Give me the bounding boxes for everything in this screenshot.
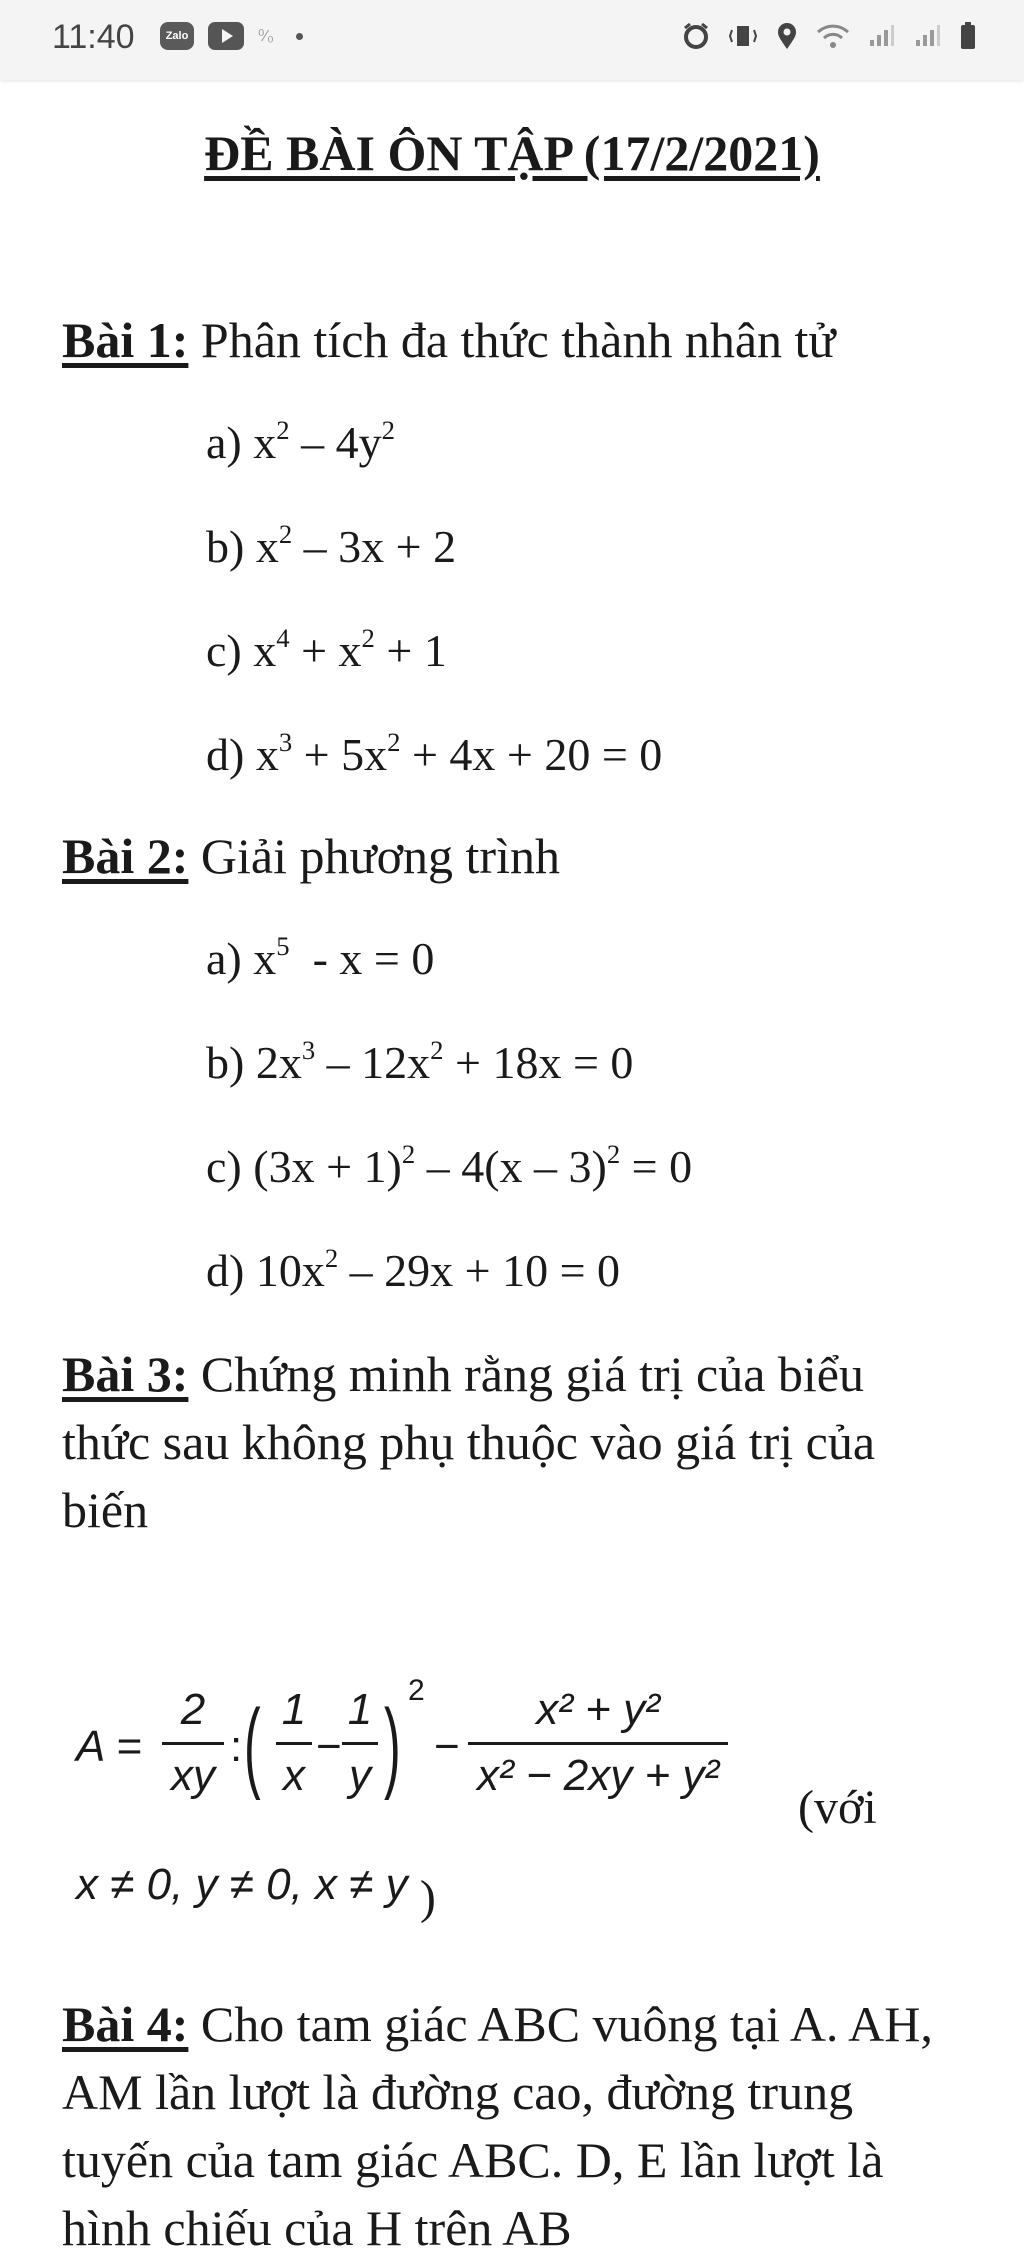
condition-prefix: (với xyxy=(798,1781,877,1834)
status-bar xyxy=(0,0,1024,80)
exercise-2d: d) $10x^2 - 29x + 10 = 0$ xyxy=(206,1242,621,1296)
youtube-icon xyxy=(208,22,244,50)
battery-icon xyxy=(960,22,976,50)
exercise-2-text: Giải phương trình xyxy=(188,828,560,884)
exercise-1d: d) $x^3 + 5x^2 + 4x + 20 = 0$ xyxy=(206,726,663,780)
power-2: 2 xyxy=(408,1674,425,1707)
document-title: ĐỀ BÀI ÔN TẬP (17/2/2021) xyxy=(204,125,820,181)
dot-icon xyxy=(296,33,303,40)
exercise-2c: c) $(3x + 1)^2 - 4(x - 3)^2 = 0$ xyxy=(206,1138,693,1192)
zalo-icon: Zalo xyxy=(160,22,194,50)
fraction-1-over-x: 1 x xyxy=(276,1680,312,1800)
notification-icons xyxy=(160,22,303,50)
system-icons xyxy=(682,22,976,50)
exercise-1-heading xyxy=(62,306,962,374)
wifi-icon xyxy=(816,22,850,50)
location-icon xyxy=(776,22,798,50)
exercise-1-text: Phân tích đa thức thành nhân tử xyxy=(188,312,836,368)
vibrate-icon xyxy=(728,22,758,50)
formula-a-lhs: A = xyxy=(76,1722,142,1771)
data-icon: ⁰⁄₀ xyxy=(258,28,274,45)
minus-operator: − xyxy=(434,1722,460,1771)
left-paren: ( xyxy=(244,1689,261,1801)
colon-operator: : xyxy=(230,1722,243,1771)
exercise-1c: c) $x^4 + x^2 + 1$ xyxy=(206,622,447,676)
exercise-1b: b) $x^2 - 3x + 2$ xyxy=(206,518,457,572)
signal-icon xyxy=(868,24,896,48)
fraction-x2y2-over-denominator: x² + y² x² − 2xy + y² xyxy=(468,1680,728,1800)
exercise-1a: a) $x^2 - 4y^2$ xyxy=(206,414,395,468)
condition-expression: x ≠ 0, y ≠ 0, x ≠ y ) xyxy=(76,1860,436,1924)
exercise-3-text: Chứng minh rằng giá trị của biểu thức sau không phụ thuộc vào giá trị của biến xyxy=(62,1346,876,1538)
exercise-2a: a) $x^5 - x = 0$ xyxy=(206,930,435,984)
signal-icon xyxy=(914,24,942,48)
right-paren: ) xyxy=(384,1689,401,1801)
exercise-2-heading xyxy=(62,822,962,890)
exercise-4-text: Cho tam giác ABC vuông tại A. AH, AM lần lượt là đường cao, đường trung tuyến của tam giác ABC. D, E lần lượt là hình chiếu của H trên AB xyxy=(62,1996,933,2256)
exercise-2-label: Bài 2: xyxy=(62,828,189,884)
status-time: 11:40 xyxy=(52,18,135,56)
exercise-2b: b) $2x^3 - 12x^2 + 18x = 0$ xyxy=(206,1034,634,1088)
exercise-3-heading xyxy=(62,1340,962,1544)
fraction-2-over-xy: 2 xy xyxy=(162,1680,224,1800)
minus-operator: − xyxy=(316,1722,342,1771)
exercise-4-label: Bài 4: xyxy=(62,1996,189,2052)
fraction-1-over-y: 1 y xyxy=(342,1680,378,1800)
exercise-4-heading xyxy=(62,1990,962,2256)
exercise-1-label: Bài 1: xyxy=(62,312,189,368)
alarm-icon xyxy=(682,22,710,50)
exercise-3-label: Bài 3: xyxy=(62,1346,189,1402)
